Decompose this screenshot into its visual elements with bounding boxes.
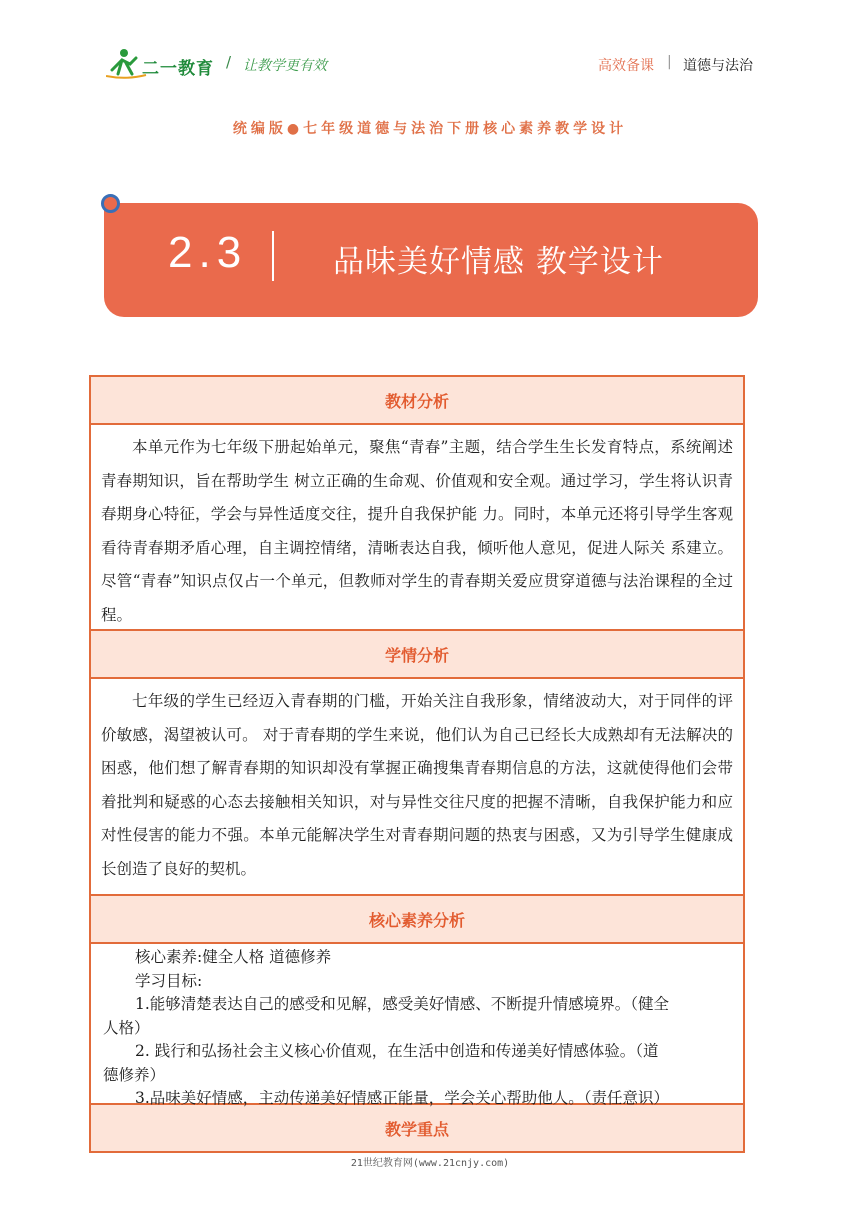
header-slash: / (226, 53, 232, 71)
page-footer: 21世纪教育网(www.21cnjy.com) (350, 1158, 510, 1169)
lesson-number: 2.3 (168, 228, 248, 277)
logo-text: 二一教育 (142, 59, 214, 79)
competency-line: 3.品味美好情感，主动传递美好情感正能量，学会关心帮助他人。（责任意识） (135, 1089, 670, 1107)
section-body-competency (91, 944, 743, 1105)
section-body-students: 七年级的学生已经迈入青春期的门槛，开始关注自我形象，情绪波动大，对于同伴的评价敏感，渴望被认可。 对于青春期的学生来说，他们认为自己已经长大成熟却有无法解决的困惑，他们想了解青春期的知识却没有掌握正确搜集青春期信息的方法，这就使得他们会带着批判和疑惑的心态去接触相关知识，对与异性交往尺度的把握不清晰，自我保护能力和应对性侵害的能力不强。本单元能解决学生对青春期问题的热衷与困惑，又为引导学生健康成长创造了良好的契机。 (91, 679, 743, 896)
tag-separator: | (667, 54, 672, 70)
section-heading-students: 学情分析 (91, 631, 743, 679)
section-body-textbook: 本单元作为七年级下册起始单元，聚焦“青春”主题，结合学生生长发育特点，系统阐述青春期知识，旨在帮助学生 树立正确的生命观、价值观和安全观。通过学习，学生将认识青春期身心特征，学会与异性适度交往，提升自我保护能 力。同时，本单元还将引导学生客观看待青春期矛盾心理，自主调控情绪，清晰表达自我，倾听他人意见，促进人际关 系建立。尽管“青春”知识点仅占一个单元，但教师对学生的青春期关爱应贯穿道德与法治课程的全过程。 (91, 425, 743, 631)
slogan: 让教学更有效 (243, 58, 327, 74)
competency-line: 人格） (103, 1018, 150, 1037)
competency-line: 德修养） (103, 1065, 166, 1084)
section-heading-key-points: 教学重点 (91, 1105, 743, 1151)
competency-line: 核心素养:健全人格 道德修养 (135, 948, 332, 966)
tag-subject: 道德与法治 (683, 58, 753, 74)
banner-divider (272, 231, 274, 281)
page-header (0, 0, 860, 110)
section-heading-competency: 核心素养分析 (91, 896, 743, 944)
competency-line: 学习目标: (135, 971, 203, 990)
banner-dot-icon (101, 194, 120, 213)
tag-efficient-prep: 高效备课 (598, 58, 654, 74)
lesson-plan-table (89, 375, 745, 1153)
document-subtitle: 统编版●七年级道德与法治下册核心素养教学设计 (232, 121, 628, 137)
competency-line: 2. 践行和弘扬社会主义核心价值观，在生活中创造和传递美好情感体验。（道 (135, 1042, 659, 1060)
section-heading-textbook: 教材分析 (91, 377, 743, 425)
competency-line: 1.能够清楚表达自己的感受和见解，感受美好情感、不断提升情感境界。（健全 (135, 995, 670, 1013)
lesson-title: 品味美好情感 教学设计 (333, 244, 664, 280)
